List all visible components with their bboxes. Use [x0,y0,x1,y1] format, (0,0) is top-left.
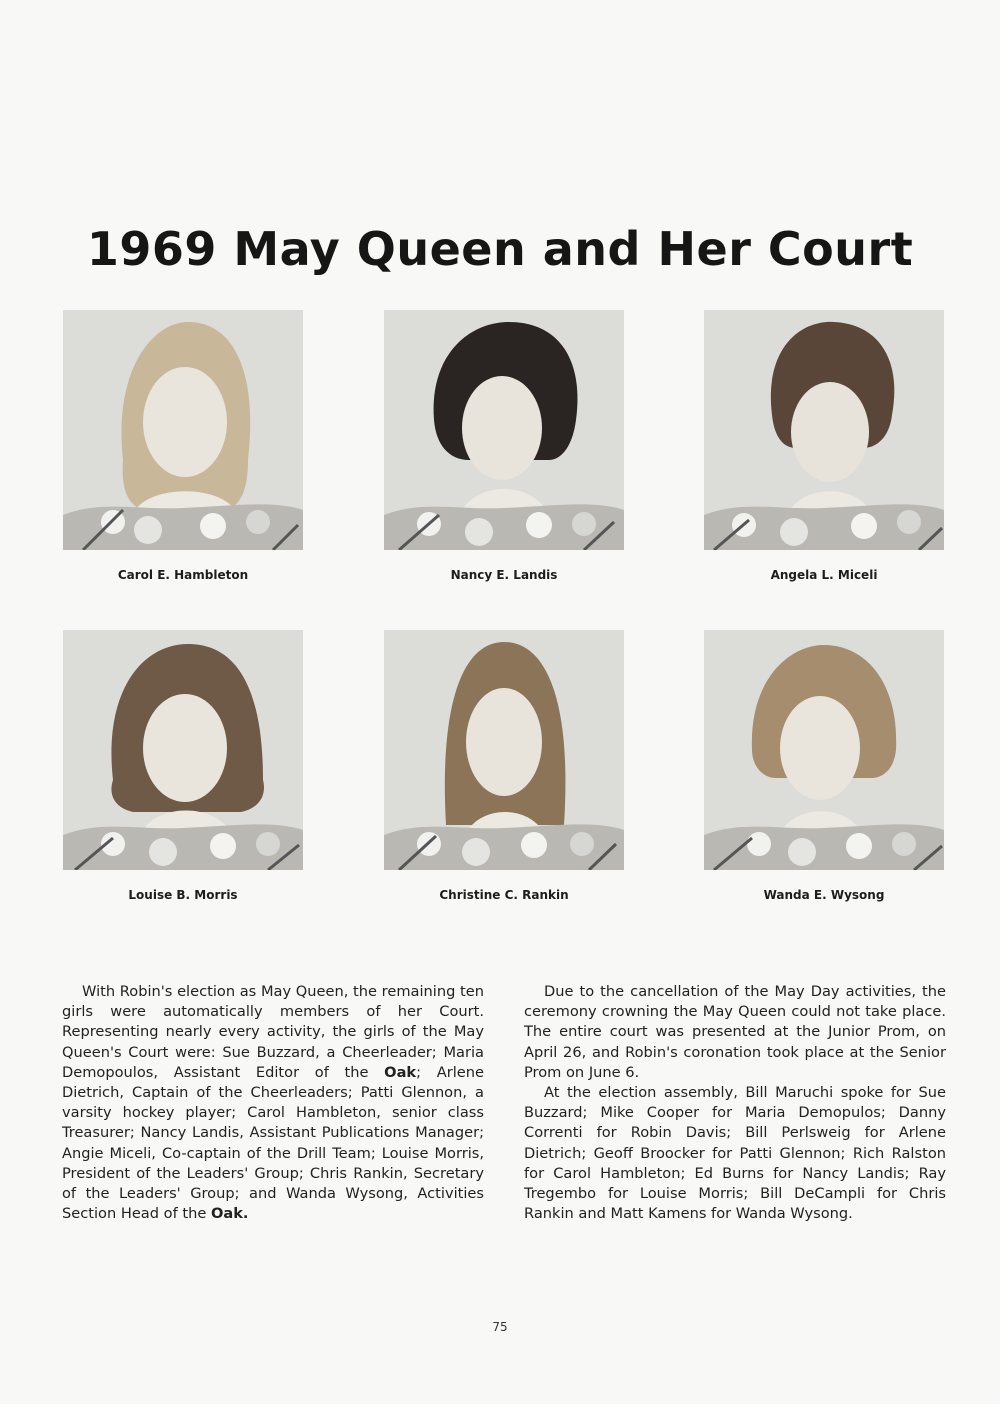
portrait-card [63,630,303,902]
portrait-illustration [384,630,624,870]
portrait-photo [63,630,303,870]
portrait-photo [384,310,624,550]
paragraph: With Robin's election as May Queen, the remaining ten girls were automatically members of her Court. Representing nearly every activity, the girls of the May Queen's Court were: Sue Buzzard, a Cheerleader; Maria Demopoulos, Assistant Editor of the Oak; Arlene Dietrich, Captain of the Cheerleaders; Patti Glennon, a varsity hockey player; Carol Hambleton, senior class Treasurer; Nancy Landis, Assistant Publications Manager; Angie Miceli, Co-captain of the Drill Team; Louise Morris, President of the Leaders' Group; Chris Rankin, Secretary of the Leaders' Group; and Wanda Wysong, Activities Section Head of the Oak. [62,983,484,1223]
portrait-illustration [63,310,303,550]
portrait-illustration [384,310,624,550]
portrait-caption: Carol E. Hambleton [117,568,249,582]
page-number: 75 [492,1320,508,1334]
portrait-illustration [704,310,944,550]
portrait-illustration [704,630,944,870]
portrait-card [63,310,303,582]
portrait-caption: Christine C. Rankin [439,888,569,902]
portrait-photo [384,630,624,870]
portrait-caption: Nancy E. Landis [450,568,558,582]
portrait-card [704,310,944,582]
page-title: 1969 May Queen and Her Court [86,222,914,276]
portrait-photo [704,310,944,550]
portrait-card [704,630,944,902]
body-text-right-column [524,982,946,1224]
paragraph: Due to the cancellation of the May Day activities, the ceremony crowning the May Queen could not take place. The entire court was presented at the Junior Prom, on April 26, and Robin's coronation took place at the Senior Prom on June 6. [524,983,946,1081]
portrait-card [384,310,624,582]
body-text-left-column [62,982,484,1224]
portrait-photo [704,630,944,870]
portrait-caption: Wanda E. Wysong [763,888,885,902]
publication-name: Oak. [210,1205,249,1223]
portrait-card [384,630,624,902]
portrait-caption: Louise B. Morris [128,888,238,902]
publication-name: Oak [384,1063,417,1081]
paragraph: At the election assembly, Bill Maruchi spoke for Sue Buzzard; Mike Cooper for Maria Demopulos; Danny Correnti for Robin Davis; Bill Perlsweig for Arlene Dietrich; Geoff Broocker for Patti Glennon; Rich Ralston for Carol Hambleton; Ed Burns for Nancy Landis; Ray Tregembo for Louise Morris; Bill DeCampli for Chris Rankin and Matt Kamens for Wanda Wysong. [524,1084,946,1223]
portrait-illustration [63,630,303,870]
portrait-photo [63,310,303,550]
portrait-caption: Angela L. Miceli [770,568,878,582]
